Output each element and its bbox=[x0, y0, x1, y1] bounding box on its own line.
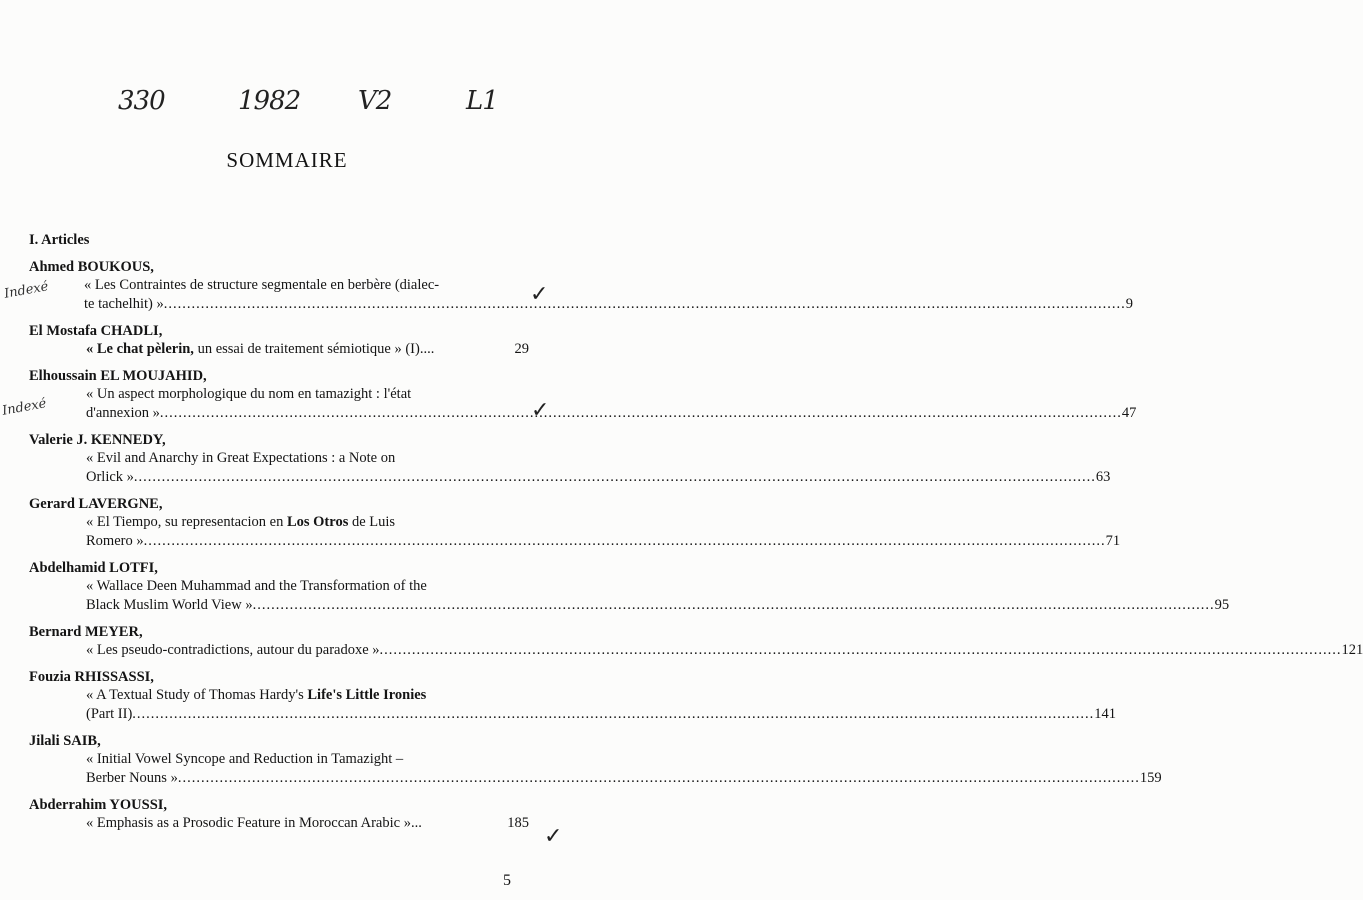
toc-entry bbox=[29, 796, 529, 833]
section-heading: I. Articles bbox=[29, 232, 90, 248]
entry-page: 63 bbox=[1095, 469, 1111, 485]
toc-entry bbox=[29, 367, 1137, 423]
entry-title: « El Tiempo, su representacion en bbox=[86, 514, 287, 530]
entry-title: « A Textual Study of Thomas Hardy's bbox=[86, 687, 308, 703]
entry-author: Fouzia RHISSASSI, bbox=[29, 669, 154, 685]
entry-title: (Part II) bbox=[86, 706, 133, 722]
entry-page: 185 bbox=[507, 815, 529, 831]
entry-author: Gerard LAVERGNE, bbox=[29, 496, 163, 512]
entry-page: 95 bbox=[1214, 597, 1230, 613]
entry-title: d'annexion » bbox=[86, 405, 160, 421]
entry-title-bold: Life's Little Ironies bbox=[307, 687, 427, 703]
entry-page: 29 bbox=[514, 341, 529, 357]
toc-entry bbox=[29, 732, 1162, 788]
toc-entry bbox=[29, 495, 1121, 551]
entry-title-bold: « Le chat pèlerin, bbox=[86, 341, 194, 357]
entry-author: Bernard MEYER, bbox=[29, 624, 143, 640]
entry-author: Abdelhamid LOTFI, bbox=[29, 560, 158, 576]
page-title: SOMMAIRE bbox=[226, 148, 348, 172]
entry-title: Romero » bbox=[86, 533, 144, 549]
entry-title: Berber Nouns » bbox=[86, 770, 178, 786]
dot-leader bbox=[160, 404, 1122, 423]
entry-title: « Wallace Deen Muhammad and the Transformation of the bbox=[86, 578, 427, 594]
entry-page: 141 bbox=[1094, 706, 1117, 722]
toc-entry bbox=[29, 258, 1133, 314]
check-mark-icon: ✓ bbox=[530, 282, 549, 307]
handwritten-volume: V2 bbox=[358, 86, 392, 116]
entry-title: « Les Contraintes de structure segmentale en berbère (dialec- bbox=[84, 277, 440, 293]
handwritten-annotation: Indexé bbox=[3, 279, 50, 302]
dot-leader bbox=[132, 705, 1094, 724]
entry-author: Valerie J. KENNEDY, bbox=[29, 432, 166, 448]
dot-leader bbox=[144, 532, 1106, 551]
entry-title-bold: Los Otros bbox=[286, 514, 349, 530]
handwritten-annotation: Indexé bbox=[1, 396, 48, 419]
check-mark-icon: ✓ bbox=[544, 824, 563, 849]
page-number: 5 bbox=[503, 872, 511, 889]
toc-entry bbox=[29, 322, 529, 359]
entry-title: de Luis bbox=[348, 514, 396, 530]
entry-title: « Un aspect morphologique du nom en tamazight : l'état bbox=[86, 386, 412, 402]
entry-title: te tachelhit) » bbox=[84, 296, 164, 312]
entry-title: Black Muslim World View » bbox=[86, 597, 253, 613]
entry-title: Orlick » bbox=[86, 469, 134, 485]
entry-title: « Evil and Anarchy in Great Expectations : a Note on bbox=[86, 450, 396, 466]
entry-author: Elhoussain EL MOUJAHID, bbox=[29, 368, 207, 384]
entry-author: Abderrahim YOUSSI, bbox=[29, 797, 168, 813]
entry-author: Jilali SAIB, bbox=[29, 733, 101, 749]
entry-title: « Les pseudo-contradictions, autour du paradoxe » bbox=[86, 642, 380, 658]
handwritten-year: 1982 bbox=[238, 86, 301, 116]
entry-page: 159 bbox=[1139, 770, 1162, 786]
handwritten-number: 330 bbox=[118, 86, 165, 116]
dot-leader bbox=[253, 596, 1215, 615]
dot-leader bbox=[178, 769, 1140, 788]
entry-title: « Emphasis as a Prosodic Feature in Moroccan Arabic »... bbox=[86, 815, 422, 831]
entry-page: 47 bbox=[1121, 405, 1137, 421]
toc-entry bbox=[29, 623, 1363, 660]
toc-entry bbox=[29, 668, 1117, 724]
dot-leader bbox=[380, 641, 1342, 660]
toc-entry bbox=[29, 431, 1111, 487]
toc-entry bbox=[29, 559, 1230, 615]
table-of-contents bbox=[29, 258, 1363, 841]
dot-leader bbox=[134, 468, 1096, 487]
entry-title: « Initial Vowel Syncope and Reduction in Tamazight – bbox=[86, 751, 404, 767]
entry-author: Ahmed BOUKOUS, bbox=[29, 259, 154, 275]
entry-page: 71 bbox=[1105, 533, 1121, 549]
entry-author: El Mostafa CHADLI, bbox=[29, 323, 163, 339]
handwritten-code: L1 bbox=[466, 86, 498, 116]
entry-page: 9 bbox=[1125, 296, 1133, 312]
dot-leader bbox=[164, 295, 1126, 314]
entry-title: un essai de traitement sémiotique » (I).... bbox=[193, 341, 435, 357]
entry-page: 121 bbox=[1341, 642, 1363, 658]
check-mark-icon: ✓ bbox=[531, 398, 550, 423]
